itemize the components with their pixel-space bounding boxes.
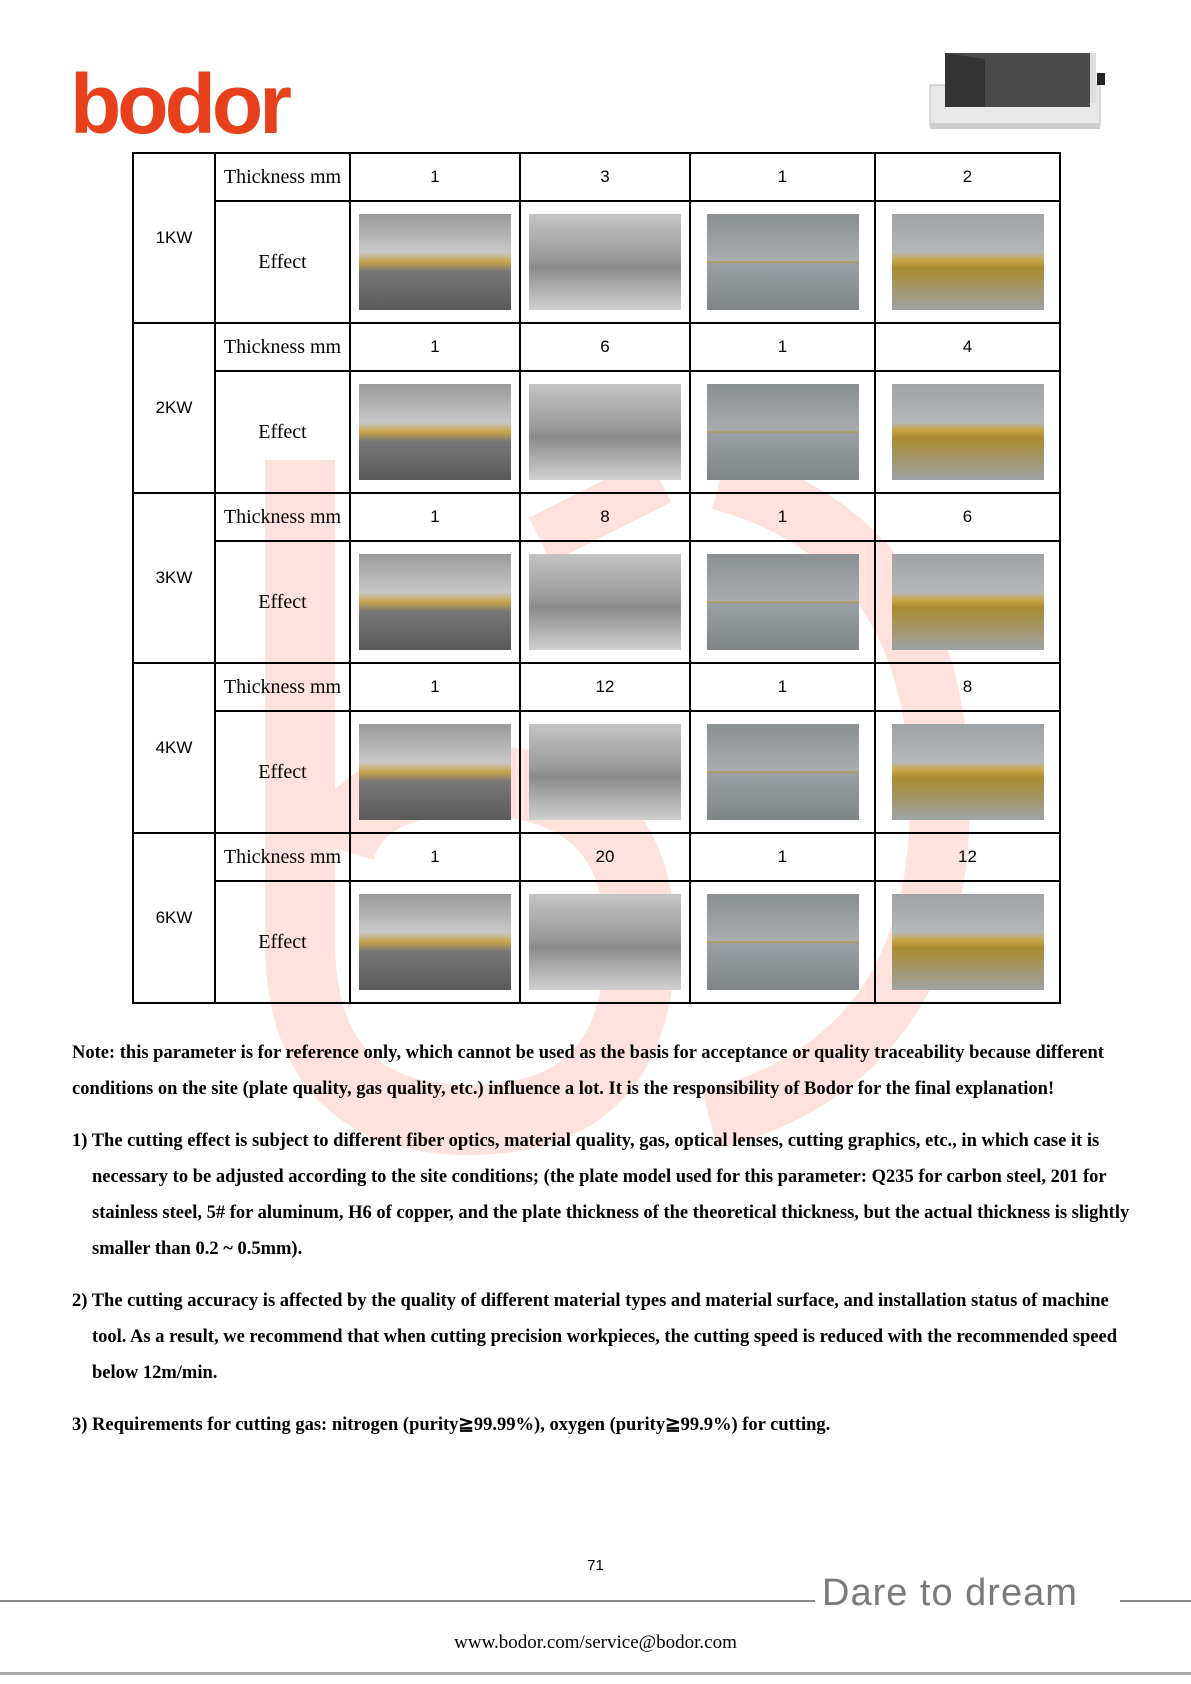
cut-sample-image: [529, 214, 681, 310]
thickness-label: Thickness mm: [215, 323, 350, 371]
thickness-label: Thickness mm: [215, 493, 350, 541]
effect-image-cell: [350, 371, 520, 493]
cut-sample-image: [892, 894, 1044, 990]
thickness-value: 1: [350, 833, 520, 881]
thickness-row: [133, 493, 1060, 541]
effect-label: Effect: [215, 201, 350, 323]
thickness-label: Thickness mm: [215, 153, 350, 201]
effect-image-cell: [875, 541, 1060, 663]
thickness-value: 4: [875, 323, 1060, 371]
cut-sample-image: [529, 384, 681, 480]
power-cell: 6KW: [133, 833, 215, 1003]
effect-label: Effect: [215, 541, 350, 663]
effect-image-cell: [520, 881, 690, 1003]
thickness-value: 1: [350, 153, 520, 201]
cut-sample-image: [529, 894, 681, 990]
thickness-value: 1: [690, 833, 875, 881]
cut-sample-image: [707, 724, 859, 820]
footer-bottom-rule: [0, 1672, 1191, 1675]
effect-image-cell: [350, 201, 520, 323]
effect-image-cell: [350, 541, 520, 663]
footer-divider-right: [1120, 1600, 1191, 1602]
cut-sample-image: [707, 554, 859, 650]
effect-image-cell: [690, 881, 875, 1003]
laser-machine-image: [925, 45, 1110, 135]
thickness-value: 1: [350, 493, 520, 541]
thickness-value: 1: [690, 663, 875, 711]
cut-sample-image: [892, 384, 1044, 480]
effect-image-cell: [520, 371, 690, 493]
page-number: 71: [587, 1557, 604, 1574]
cut-sample-image: [707, 214, 859, 310]
effect-image-cell: [690, 711, 875, 833]
footer-url: www.bodor.com/service@bodor.com: [454, 1632, 737, 1653]
effect-image-cell: [875, 201, 1060, 323]
cut-sample-image: [529, 724, 681, 820]
thickness-value: 2: [875, 153, 1060, 201]
effect-label: Effect: [215, 711, 350, 833]
thickness-value: 20: [520, 833, 690, 881]
table-body: [133, 153, 1060, 1003]
effect-label: Effect: [215, 881, 350, 1003]
note-item-2: 2) The cutting accuracy is affected by the quality of different material types and material surface, and installation status of machine tool. As a result, we recommend that when cutting precision workpieces, the cutting speed is reduced with the recommended speed below 12m/min.: [72, 1291, 1117, 1383]
thickness-value: 3: [520, 153, 690, 201]
thickness-value: 8: [520, 493, 690, 541]
effect-image-cell: [690, 201, 875, 323]
effect-image-cell: [690, 371, 875, 493]
cut-sample-image: [892, 554, 1044, 650]
effect-image-cell: [520, 711, 690, 833]
cut-sample-image: [892, 724, 1044, 820]
thickness-value: 1: [690, 323, 875, 371]
thickness-value: 12: [520, 663, 690, 711]
effect-image-cell: [875, 371, 1060, 493]
power-cell: 1KW: [133, 153, 215, 323]
thickness-value: 12: [875, 833, 1060, 881]
bodor-logo: bodor: [70, 57, 288, 151]
thickness-label: Thickness mm: [215, 833, 350, 881]
effect-image-cell: [875, 711, 1060, 833]
thickness-value: 1: [350, 663, 520, 711]
effect-row: [133, 371, 1060, 493]
cut-sample-image: [359, 724, 511, 820]
effect-image-cell: [520, 541, 690, 663]
power-cell: 2KW: [133, 323, 215, 493]
cut-sample-image: [359, 894, 511, 990]
effect-row: [133, 541, 1060, 663]
effect-row: [133, 881, 1060, 1003]
cut-sample-image: [707, 894, 859, 990]
effect-image-cell: [520, 201, 690, 323]
effect-row: [133, 711, 1060, 833]
thickness-value: 1: [690, 153, 875, 201]
effect-row: [133, 201, 1060, 323]
thickness-label: Thickness mm: [215, 663, 350, 711]
thickness-row: [133, 663, 1060, 711]
thickness-value: 6: [875, 493, 1060, 541]
slogan: Dare to dream: [822, 1572, 1078, 1614]
cut-sample-image: [359, 384, 511, 480]
note-item-1: 1) The cutting effect is subject to different fiber optics, material quality, gas, optical lenses, cutting graphics, etc., in which case it is necessary to be adjusted according to the site conditions; (the plate model used for this parameter: Q235 for carbon steel, 201 for stainless steel, 5# for aluminum, H6 of copper, and the plate thickness of the theoretical thickness, but the actual thickness is slightly smaller than 0.2 ~ 0.5mm).: [72, 1131, 1130, 1259]
thickness-value: 8: [875, 663, 1060, 711]
effect-image-cell: [875, 881, 1060, 1003]
footer-divider: [0, 1600, 815, 1602]
thickness-row: [133, 153, 1060, 201]
note-item-3: 3) Requirements for cutting gas: nitrogen (purity≧99.99%), oxygen (purity≧99.9%) for cutting.: [72, 1415, 831, 1435]
cut-sample-image: [892, 214, 1044, 310]
cut-sample-image: [707, 384, 859, 480]
cut-sample-image: [359, 554, 511, 650]
notes-section: [72, 1035, 1132, 1459]
thickness-value: 1: [690, 493, 875, 541]
reference-note: Note: this parameter is for reference only, which cannot be used as the basis for acceptance or quality traceability because different conditions on the site (plate quality, gas quality, etc.) influence a lot. It is the responsibility of Bodor for the final explanation!: [72, 1043, 1104, 1099]
thickness-value: 6: [520, 323, 690, 371]
effect-image-cell: [350, 711, 520, 833]
effect-label: Effect: [215, 371, 350, 493]
effect-image-cell: [350, 881, 520, 1003]
thickness-row: [133, 833, 1060, 881]
effect-image-cell: [690, 541, 875, 663]
cut-sample-image: [529, 554, 681, 650]
thickness-value: 1: [350, 323, 520, 371]
cutting-effect-table: [132, 152, 1061, 1004]
power-cell: 3KW: [133, 493, 215, 663]
thickness-row: [133, 323, 1060, 371]
cut-sample-image: [359, 214, 511, 310]
power-cell: 4KW: [133, 663, 215, 833]
